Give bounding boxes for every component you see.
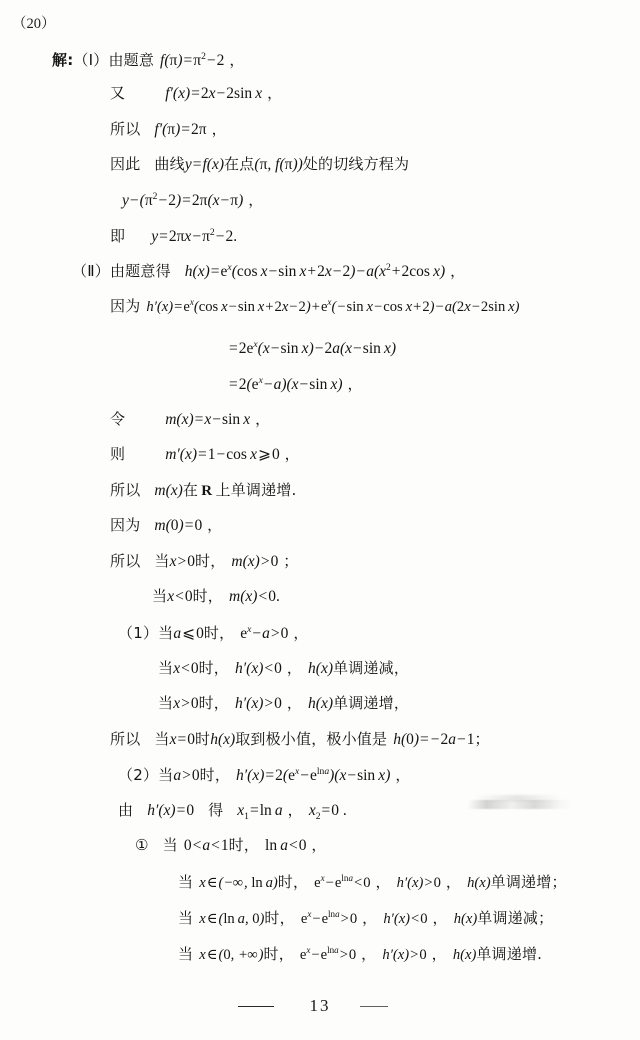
math-x1-root: $x_1=\ln$ a [237, 802, 283, 823]
label-you-from: 由 [118, 801, 134, 819]
math-hx-d: h(x) [467, 874, 491, 891]
label-dang-6: 当 [154, 730, 170, 748]
label-dang-11: 当 [178, 944, 194, 963]
solution-line-1: 解:（Ⅰ）由题意 $f(\pi)=\pi^2-2$ ， [52, 51, 245, 70]
math-tangent-simplified: $y=2\pi x-\pi^2-2$. [151, 227, 238, 246]
math-hprime-lt-0-b: h′(x)<0 [383, 910, 428, 927]
label-shi-6: 时 [195, 730, 211, 748]
label-shi-1: 时 [195, 552, 211, 570]
math-m-of-x: m(x) [154, 482, 183, 499]
math-0-lt-a-lt-1: 0<a<1 [183, 837, 229, 854]
label-shi-4: 时 [198, 659, 214, 677]
math-interval-2: x∈(ln a, 0) [199, 910, 265, 927]
math-f-prime-pi: f′(π)=2π [154, 121, 207, 138]
label-shi-5: 时 [198, 694, 214, 712]
math-hprime-gt-0-b: h′(x)>0 [396, 874, 441, 891]
math-hx-a: h(x) [308, 660, 334, 677]
label-shi-8: 时 [228, 836, 244, 854]
solution-line-26: 当 x∈(0, +∞)时， $e^x-e^{lna}>0$ ， h′(x)>0 ， h(x)单调递增. [178, 944, 543, 963]
label-ji: 即 [110, 227, 126, 246]
scan-artifact-smudge [468, 800, 572, 809]
math-x-lt-0-a: x<0 [167, 588, 193, 605]
math-h-definition: $h(x)=e^x(\cos$ x−sin $x+2x-2)-a(x^2+2\cos$ x) [184, 262, 446, 281]
math-h-prime-expanded: $h'(x)=e^x(\cos$ x−sin $x+2x-2)+e^x(-\sin$ x−cos x+2)−a(2x−2sin x) [146, 297, 520, 315]
label-shi-3: 时 [203, 624, 220, 643]
label-yinwei-1: 因为 [110, 296, 141, 315]
label-de: 得 [208, 801, 224, 819]
math-f-pi: $f(\pi)=\pi^2-2$ [160, 51, 225, 70]
solution-line-2: 又 f′(x)=2x−2sin x ， [110, 84, 283, 102]
math-hx-b: h(x) [308, 695, 334, 712]
subcase-1-marker: ① [135, 836, 149, 854]
math-h0-value: h(0)= −2a−1 [393, 731, 475, 748]
math-interval-3: x∈(0, +∞) [199, 946, 264, 963]
math-m-prime: m′(x)=1−cos x⩾0 [165, 446, 280, 463]
math-ln-a-lt-0: ln a<0 [265, 837, 307, 854]
solution-line-6 [110, 228, 237, 245]
math-hprime-lt-0-a: h′(x)<0 [235, 660, 282, 677]
part1-lead: 由题意 [108, 51, 155, 70]
math-a-gt-0: a>0 [173, 767, 200, 785]
label-dang-5: 当 [158, 694, 174, 712]
math-sign-2: $e^x-e^{lna}>0$ [300, 909, 358, 927]
text-decreasing-2: 单调递减 [477, 908, 539, 927]
math-hx-f: h(x) [452, 946, 477, 963]
label-shi-10: 时 [264, 908, 280, 927]
math-y-eq-fx: y=f(x) [184, 156, 224, 173]
text-increasing-2: 单调递增 [490, 872, 552, 891]
math-hprime-case2: $h'(x)=2(e^x-e^{lna})(x-\sin$ x) [236, 766, 391, 785]
label-dang-2: 当 [152, 587, 168, 605]
solution-line-23: ① 当 0<a<1时， ln a<0 ， [135, 836, 327, 854]
solution-line-21: （2）当a>0时， $h'(x)=2(e^x-e^{lna})(x-\sin$ x) ， [118, 766, 411, 785]
label-yinci: 因此 [110, 155, 141, 173]
math-sign-1: $e^x-e^{lna}<0$ [314, 873, 371, 891]
solution-line-7: （Ⅱ）由题意得 $h(x)=e^x(\cos$ x−sin $x+2x-2)-a(x^2+2\cos$ x) ， [72, 262, 466, 281]
solution-line-8 [110, 298, 520, 314]
solution-line-22: 由 h′(x)=0 得 $x_1=\ln$ a ， $x_2=0$ . [118, 801, 347, 823]
math-interval-1: x∈(−∞, ln a) [199, 874, 278, 891]
label-dang-1: 当 [154, 552, 170, 570]
label-shi-11: 时 [263, 944, 279, 963]
question-number: （20） [12, 16, 56, 32]
label-suoyi-3: 所以 [110, 552, 141, 570]
math-mx-lt-0: m(x)<0. [229, 588, 280, 605]
solution-line-14: 因为 m(0)=0 ， [110, 516, 223, 534]
part2-lead: 由题意得 [109, 262, 171, 281]
solution-line-17: （1）当a⩽0时， $e^x-a>0$ ， [118, 624, 309, 643]
math-tangent-eq: $y-(\pi^2-2)=2\pi(x-\pi)$ [122, 191, 244, 210]
math-point-pi: (π, f(π)) [254, 156, 303, 173]
math-x-gt-0-a: x>0 [169, 553, 195, 570]
solution-label: 解: [52, 51, 74, 70]
math-x-gt-0-b: x>0 [173, 695, 199, 712]
solution-line-5: $y-(\pi^2-2)=2\pi(x-\pi)$ ， [122, 191, 264, 210]
label-suoyi-4: 所以 [110, 730, 141, 748]
label-dang-7: 当 [158, 766, 174, 785]
solution-line-15: 所以 当x>0时， m(x)>0 ； [110, 552, 299, 570]
part2-marker: （Ⅱ） [72, 262, 110, 281]
text-decreasing-1: 单调递减 [333, 659, 394, 677]
curve-text-2: 在点 [224, 155, 255, 173]
text-increasing-3: 单调递增 [476, 944, 538, 963]
solution-line-20: 所以 当x=0时h(x)取到极小值，极小值是 h(0)= −2a−1； [110, 730, 490, 748]
math-hx-e: h(x) [453, 910, 478, 927]
text-monotone-increasing-R: 在 R 上单调递增. [182, 481, 297, 499]
math-h-prime-factored: $=2(e^x-a)(x-\sin$ x) [229, 375, 343, 394]
text-minimum: 取到极小值，极小值是 [235, 730, 388, 748]
solution-line-4 [110, 157, 409, 173]
math-sign-3: $e^x-e^{lna}>0$ [299, 945, 357, 963]
math-a-le-0: a⩽0 [173, 625, 204, 643]
label-dang-3: 当 [158, 624, 174, 643]
label-shi-7: 时 [199, 766, 215, 785]
solution-line-16: 当x<0时， m(x)<0. [152, 587, 280, 605]
solution-line-18: 当x<0时， h′(x)<0 ， h(x)单调递减， [158, 659, 410, 677]
case-2-marker: （2） [118, 766, 159, 785]
math-hprime-eq-0: h′(x)=0 [147, 802, 195, 819]
curve-text-3: 处的切线方程为 [302, 155, 410, 173]
label-ling: 令 [110, 410, 126, 428]
label-ze: 则 [110, 445, 126, 463]
math-x-lt-0-b: x<0 [173, 660, 199, 677]
solution-line-25: 当 x∈(ln a, 0)时， $e^x-e^{lna}>0$ ， h′(x)<0 ， h(x)单调递减； [178, 908, 554, 927]
solution-line-24: 当 x∈(−∞, ln a)时， $e^x-e^{lna}<0$ ， h′(x)>0 ， h(x)单调递增； [178, 872, 567, 891]
math-m-zero: m(0)=0 [154, 517, 203, 534]
case-1-marker: （1） [118, 624, 159, 643]
label-dang-4: 当 [158, 659, 174, 677]
math-hprime-gt-0-c: h′(x)>0 [382, 946, 427, 963]
label-suoyi-2: 所以 [110, 481, 141, 499]
solution-line-11: 令 m(x)=x−sin x ， [110, 410, 271, 428]
label-yinwei-2: 因为 [110, 516, 141, 534]
label-dang-9: 当 [178, 872, 194, 891]
part1-marker: （Ⅰ） [73, 51, 109, 70]
page-number: 13 [309, 996, 331, 1015]
solution-line-3: 所以 f′(π)=2π ， [110, 120, 227, 138]
label-shi-2: 时 [192, 587, 208, 605]
solution-line-10: $=2(e^x-a)(x-\sin$ x) ， [229, 375, 363, 394]
solution-line-9 [228, 340, 396, 357]
math-hx-c: h(x) [210, 731, 236, 748]
solution-line-19: 当x>0时， h′(x)>0 ， h(x)单调递增， [158, 694, 410, 712]
solution-line-12: 则 m′(x)=1−cos x⩾0 ， [110, 445, 300, 463]
math-x-eq-0: x=0 [169, 731, 195, 748]
curve-text-1: 曲线 [154, 155, 185, 173]
label-dang-10: 当 [178, 908, 194, 927]
label-you: 又 [110, 84, 126, 102]
math-m-definition: m(x)=x−sin x [165, 411, 251, 428]
math-h-prime-step2: $=2e^x(x-\sin$ x)−2a(x−sin x) [229, 339, 397, 358]
math-hprime-gt-0-a: h′(x)>0 [235, 695, 282, 712]
math-f-prime-x: f′(x)=2x−2sin x [165, 85, 263, 102]
text-increasing-1: 单调递增 [333, 694, 394, 712]
math-ex-minus-a-gt-0: $e^x-a>0$ [240, 624, 289, 643]
label-shi-9: 时 [277, 872, 293, 891]
label-suoyi-1: 所以 [110, 120, 141, 138]
math-mx-gt-0: m(x)>0 [231, 553, 279, 570]
label-dang-8: 当 [162, 836, 178, 854]
math-x2-root: $x_2=0$ . [308, 802, 347, 823]
solution-line-13 [110, 483, 296, 499]
